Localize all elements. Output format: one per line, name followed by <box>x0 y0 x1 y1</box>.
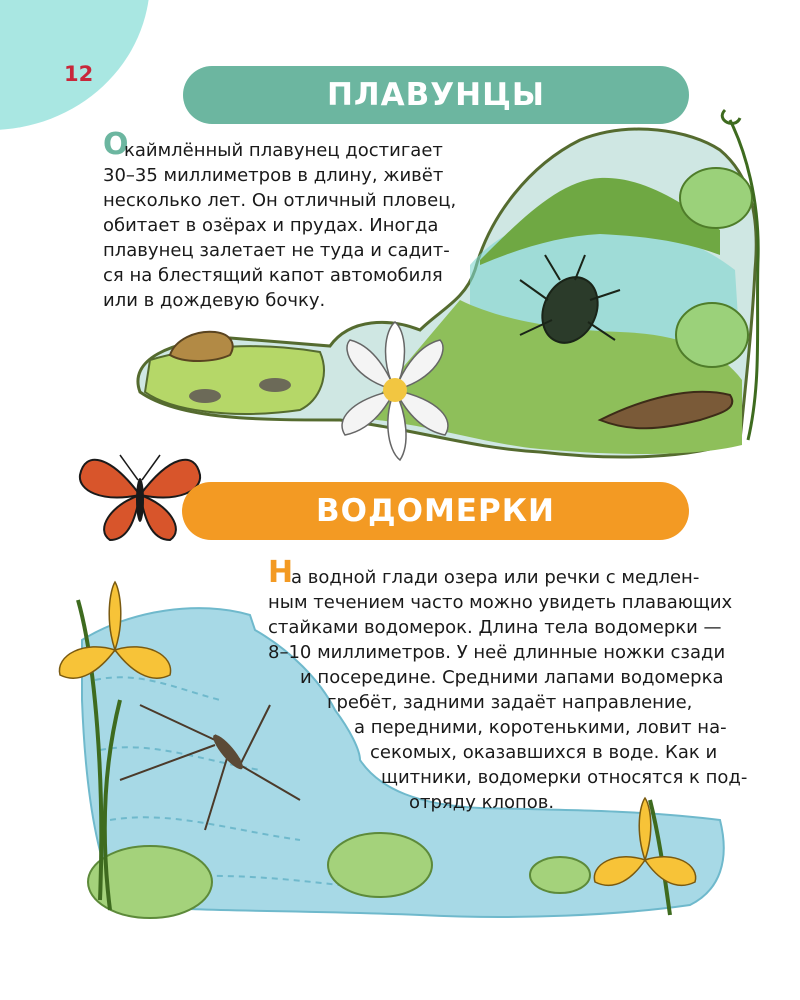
section-title-plavuntsy: ПЛАВУНЦЫ <box>183 66 689 124</box>
section2-line-10: отряду клопов. <box>409 792 555 813</box>
page-number: 12 <box>64 62 94 86</box>
drop-cap-2: Н <box>268 555 294 590</box>
section1-line-7: или в дождевую бочку. <box>103 290 326 311</box>
section2-line-8: секомых, оказавшихся в воде. Как и <box>370 742 718 763</box>
butterfly-illustration <box>80 455 200 540</box>
section1-line-5: плавунец залетает не туда и садит- <box>103 240 450 261</box>
section2-line-4: 8–10 миллиметров. У неё длинные ножки сзади <box>268 642 726 663</box>
section1-line-3: несколько лет. Он отличный пловец, <box>103 190 457 211</box>
section2-line-5: и посередине. Средними лапами водомерка <box>300 667 724 688</box>
section-title-vodomerki: ВОДОМЕРКИ <box>182 482 689 540</box>
drop-cap-1: О <box>103 127 129 162</box>
section2-line-1: а водной глади озера или речки с медлен- <box>291 567 700 588</box>
section1-line-4: обитает в озёрах и прудах. Иногда <box>103 215 439 236</box>
section2-line-2: ным течением часто можно увидеть плавающих <box>268 592 733 613</box>
section1-line-1: каймлённый плавунец достигает <box>124 140 443 161</box>
section2-line-9: щитники, водомерки относятся к под- <box>381 767 748 788</box>
section2-line-3: стайками водомерок. Длина тела водомерки — <box>268 617 722 638</box>
section1-line-6: ся на блестящий капот автомобиля <box>103 265 443 286</box>
section2-line-6: гребёт, задними задаёт направление, <box>327 692 693 713</box>
section1-line-2: 30–35 миллиметров в длину, живёт <box>103 165 444 186</box>
section2-line-7: а передними, коротенькими, ловит на- <box>354 717 727 738</box>
